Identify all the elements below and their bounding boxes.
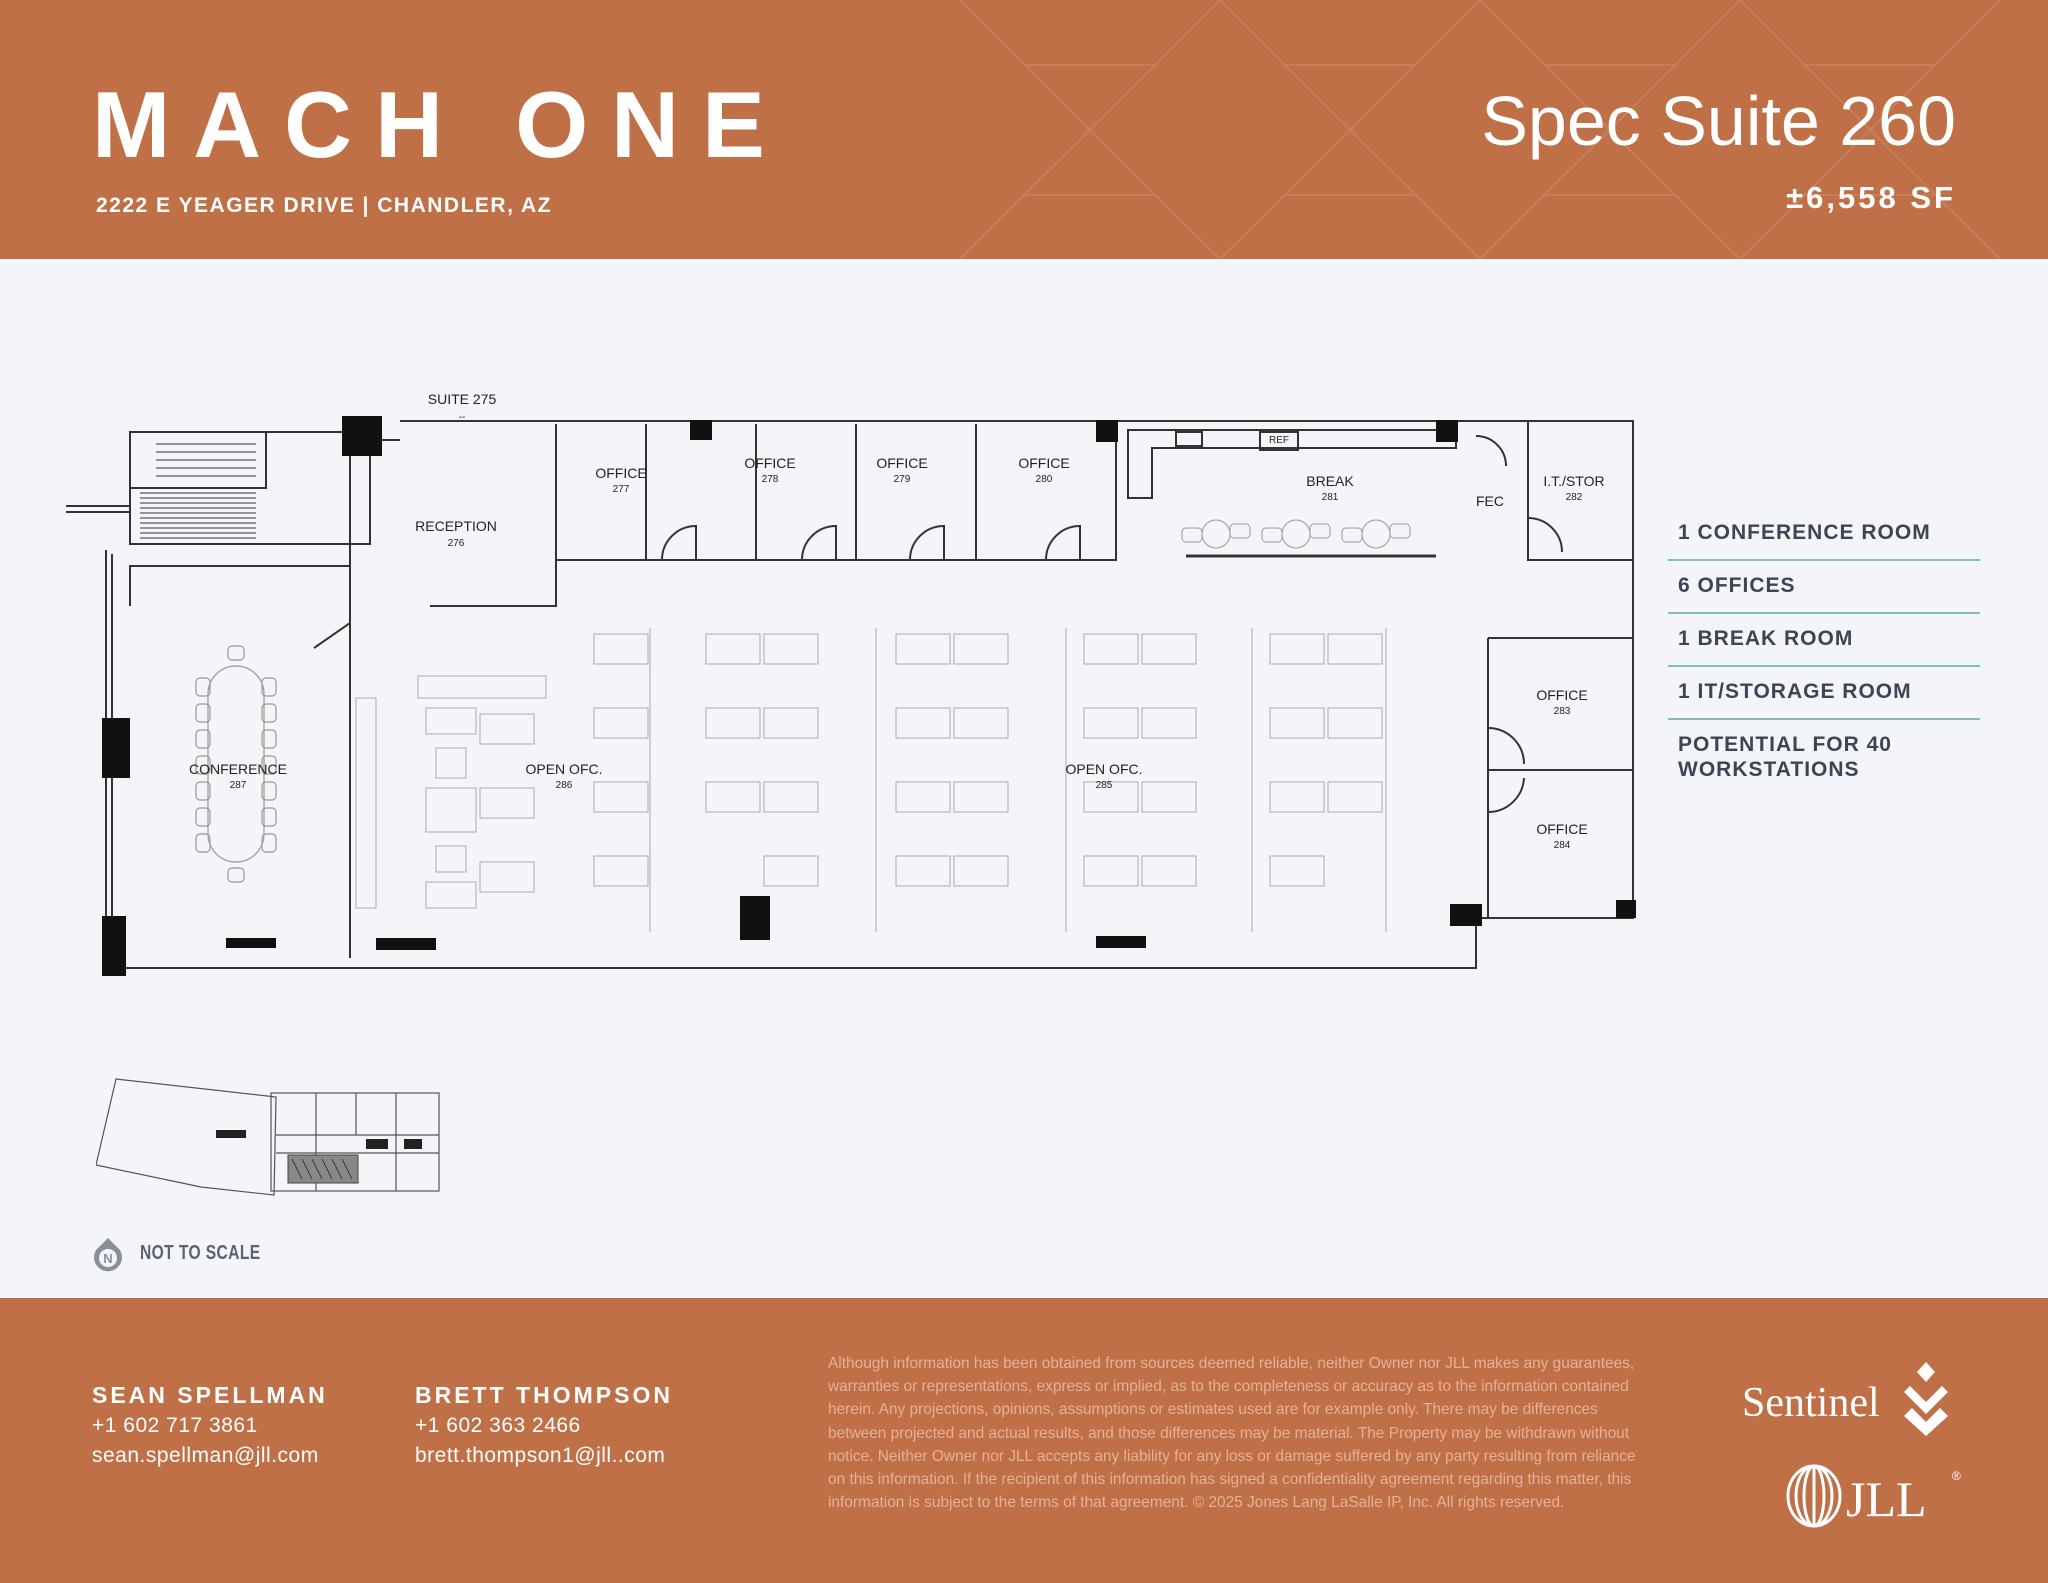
contact-card	[415, 1379, 673, 1471]
room-label-office-284: OFFICE	[1536, 821, 1588, 837]
suite-title: Spec Suite 260	[1481, 82, 1956, 160]
room-number-open-ofc-285: 285	[1095, 780, 1113, 791]
room-number-office-284: 284	[1553, 840, 1571, 851]
room-label-break: BREAK	[1306, 473, 1354, 489]
contact-name: BRETT THOMPSON	[415, 1382, 673, 1408]
room-number-office-279: 279	[893, 474, 911, 485]
room-label-open-ofc-285: OPEN OFC.	[1065, 761, 1143, 777]
suite-square-footage: ±6,558 SF	[1786, 180, 1956, 215]
room-label-it-stor: I.T./STOR	[1543, 473, 1605, 489]
room-number-reception: 276	[447, 538, 465, 549]
feature-item: 6 OFFICES	[1668, 561, 1980, 614]
north-arrow-icon	[90, 1236, 126, 1272]
contact-email[interactable]: sean.spellman@jll.com	[92, 1444, 319, 1467]
fec-label: FEC	[1476, 493, 1504, 509]
header-banner	[0, 0, 2048, 259]
room-label-open-ofc-286: OPEN OFC.	[525, 761, 603, 777]
key-plan	[96, 1075, 446, 1205]
contact-email[interactable]: brett.thompson1@jll..com	[415, 1444, 666, 1467]
room-label-office-278: OFFICE	[744, 455, 796, 471]
svg-text:®: ®	[1952, 1469, 1961, 1483]
room-number-conference: 287	[229, 780, 247, 791]
room-number-it-stor: 282	[1565, 492, 1583, 503]
room-label-suite-275: SUITE 275	[427, 391, 497, 407]
room-label-conference: CONFERENCE	[188, 761, 288, 777]
feature-item: 1 CONFERENCE ROOM	[1668, 510, 1980, 561]
contact-phone[interactable]: +1 602 363 2466	[415, 1414, 581, 1437]
contact-phone[interactable]: +1 602 717 3861	[92, 1414, 258, 1437]
contact-card	[92, 1379, 328, 1471]
workstation-block	[480, 634, 1382, 892]
not-to-scale	[90, 1236, 290, 1272]
feature-item: 1 BREAK ROOM	[1668, 614, 1980, 667]
room-label-office-279: OFFICE	[876, 455, 928, 471]
room-label-office-280: OFFICE	[1018, 455, 1070, 471]
ref-label: REF	[1269, 435, 1289, 446]
room-number-break: 281	[1321, 492, 1339, 503]
svg-text:Sentinel: Sentinel	[1742, 1380, 1880, 1426]
jll-logo	[1784, 1456, 1970, 1536]
floor-plan	[56, 388, 1656, 988]
sentinel-logo	[1742, 1358, 1962, 1438]
footer-banner	[0, 1298, 2048, 1583]
svg-text:N: N	[103, 1251, 113, 1266]
feature-list	[1668, 510, 1980, 796]
room-number-office-278: 278	[761, 474, 779, 485]
feature-item: POTENTIAL FOR 40 WORKSTATIONS	[1678, 733, 1892, 781]
room-number-office-277: 277	[612, 484, 630, 495]
legal-disclaimer: Although information has been obtained from sources deemed reliable, neither Owner nor JLL makes any guarantees, warranties or representations, express or implied, as to the completeness or accuracy as to the information contained herein. Any projections, opinions, assumptions or estimates used are for example only. There may be differences between projected and actual results, and those differences may be material. The Property may be withdrawn without notice. Neither Owner nor JLL accepts any liability for any loss or damage suffered by any party resulting from reliance on this information. If the recipient of this information has signed a confidentiality agreement regarding this matter, this information is subject to the terms of that agreement. © 2025 Jones Lang LaSalle IP, Inc. All rights reserved.	[828, 1355, 1636, 1512]
room-number-office-280: 280	[1035, 474, 1053, 485]
room-label-reception: RECEPTION	[415, 518, 497, 534]
property-title: MACH ONE	[92, 72, 788, 177]
room-number-office-283: 283	[1553, 706, 1571, 717]
contact-name: SEAN SPELLMAN	[92, 1382, 328, 1408]
room-label-office-277: OFFICE	[595, 465, 647, 481]
feature-item: 1 IT/STORAGE ROOM	[1668, 667, 1980, 720]
svg-text:JLL: JLL	[1846, 1471, 1927, 1527]
room-number-suite-275: --	[458, 412, 466, 423]
room-number-open-ofc-286: 286	[555, 780, 573, 791]
property-address: 2222 E YEAGER DRIVE | CHANDLER, AZ	[96, 194, 552, 217]
not-to-scale-label: NOT TO SCALE	[140, 1242, 261, 1264]
room-label-office-283: OFFICE	[1536, 687, 1588, 703]
